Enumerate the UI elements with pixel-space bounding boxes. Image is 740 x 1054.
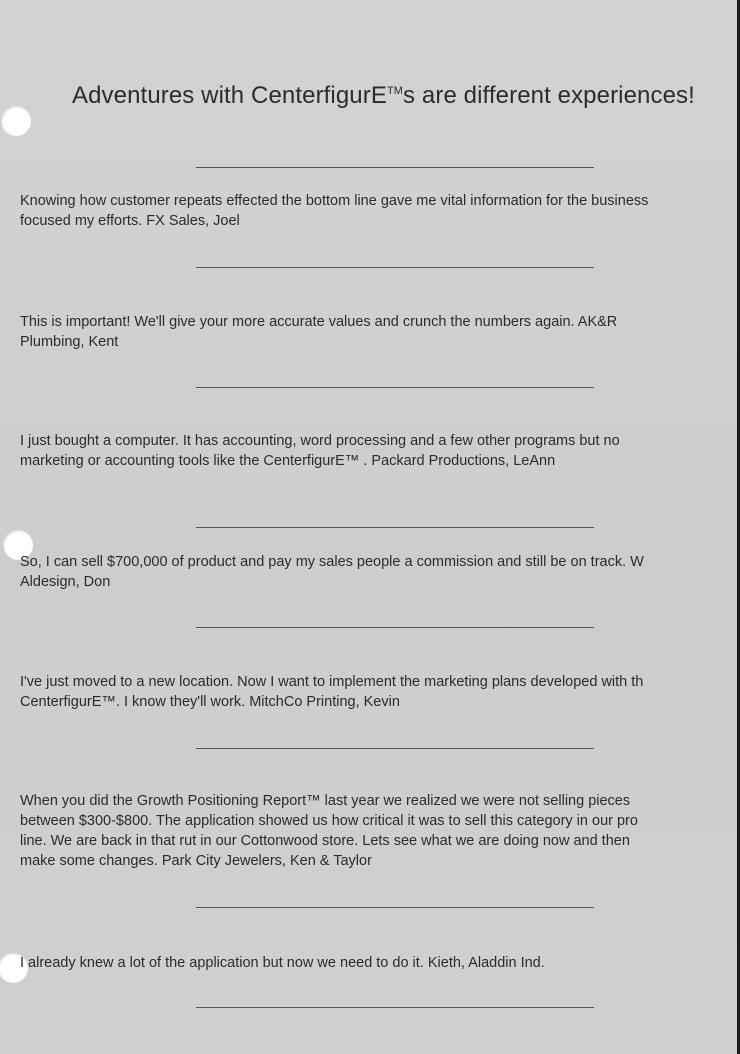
separator-line bbox=[196, 167, 594, 168]
testimonial bbox=[20, 552, 740, 592]
testimonial-line: focused my efforts. FX Sales, Joel bbox=[20, 213, 240, 229]
separator-line bbox=[196, 627, 594, 628]
testimonial-line: Plumbing, Kent bbox=[20, 334, 119, 350]
title-text-end: s are different experiences! bbox=[403, 82, 695, 109]
testimonial bbox=[20, 312, 740, 352]
punch-hole-top bbox=[1, 106, 31, 136]
testimonial-line: make some changes. Park City Jewelers, Ken & Taylor bbox=[20, 853, 372, 869]
testimonial bbox=[20, 431, 740, 471]
separator-line bbox=[196, 748, 594, 749]
separator-line bbox=[196, 1007, 594, 1008]
testimonial bbox=[20, 791, 740, 871]
testimonial bbox=[20, 953, 740, 973]
separator-line bbox=[196, 907, 594, 908]
testimonial bbox=[20, 672, 740, 712]
testimonial-line: Knowing how customer repeats effected the bottom line gave me vital information for the business bbox=[20, 193, 649, 209]
testimonial-line: Aldesign, Don bbox=[20, 574, 111, 590]
testimonial-line: I've just moved to a new location. Now I want to implement the marketing plans developed with th bbox=[20, 674, 644, 690]
testimonial-line: When you did the Growth Positioning Report™ last year we realized we were not selling pieces bbox=[20, 793, 631, 809]
separator-line bbox=[196, 387, 594, 388]
page-title bbox=[72, 82, 695, 110]
testimonial-line: marketing or accounting tools like the CenterfigurE™ . Packard Productions, LeAnn bbox=[20, 453, 556, 469]
testimonial-line: CenterfigurE™. I know they'll work. MitchCo Printing, Kevin bbox=[20, 694, 400, 710]
testimonial bbox=[20, 191, 740, 231]
separator-line bbox=[196, 527, 594, 528]
testimonial-line: I already knew a lot of the application but now we need to do it. Kieth, Aladdin Ind. bbox=[20, 955, 545, 971]
testimonial-line: I just bought a computer. It has accounting, word processing and a few other programs but no bbox=[20, 433, 620, 449]
testimonial-line: This is important! We'll give your more accurate values and crunch the numbers again. AK&R bbox=[20, 314, 618, 330]
testimonial-line: line. We are back in that rut in our Cottonwood store. Lets see what we are doing now and then bbox=[20, 833, 630, 849]
testimonial-line: So, I can sell $700,000 of product and pay my sales people a commission and still be on track. W bbox=[20, 554, 644, 570]
trademark-mark: TM bbox=[386, 85, 404, 97]
title-text-start: Adventures with CenterfigurE bbox=[72, 82, 387, 109]
testimonial-line: between $300-$800. The application showed us how critical it was to sell this category in our pro bbox=[20, 813, 638, 829]
separator-line bbox=[196, 267, 594, 268]
